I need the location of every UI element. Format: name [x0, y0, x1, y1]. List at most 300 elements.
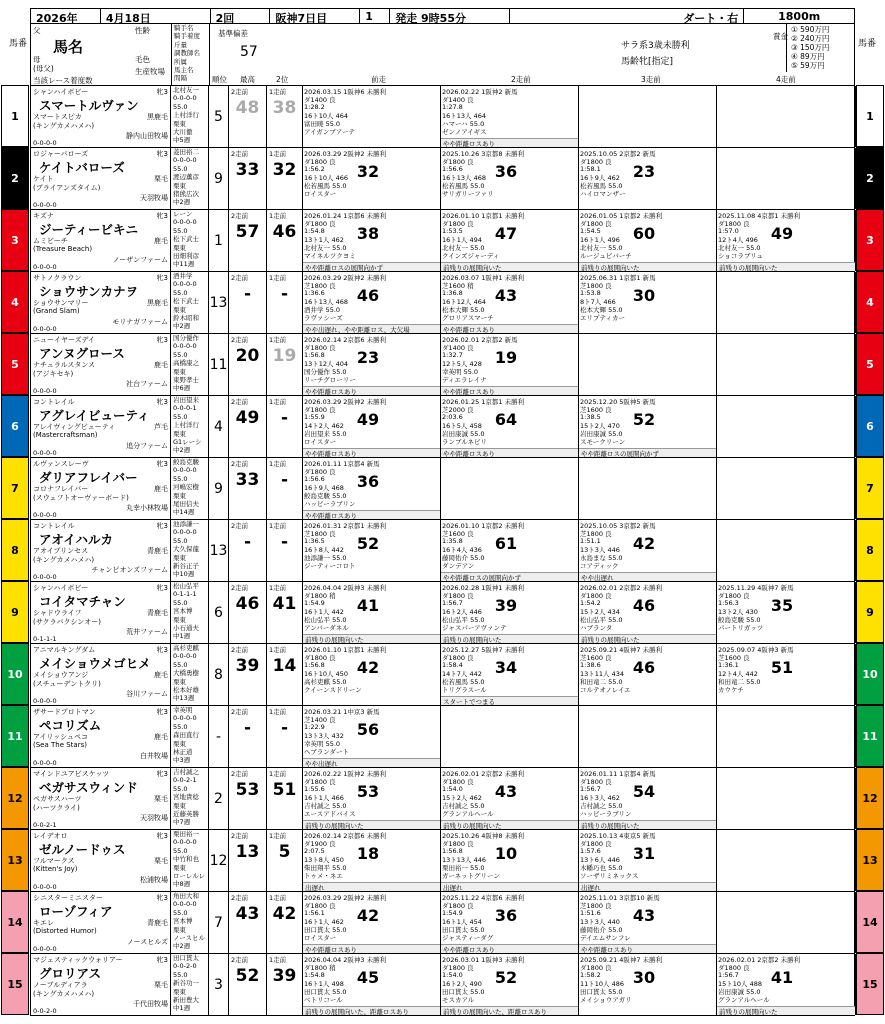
horse-number: 3 [1, 209, 29, 271]
horse-name[interactable]: アンヌグロース [39, 346, 125, 361]
horse-name[interactable]: メイショウメゴヒメ [39, 656, 151, 671]
race-line: 16ト3人 462 [580, 794, 620, 802]
jockey-line: 55.0 [173, 164, 188, 173]
dam-name: アレイヴィングビューティ [33, 423, 116, 431]
horse-number-right: 14 [856, 891, 884, 953]
race-line: 池添謙一 55.0 [304, 554, 347, 562]
horse-row [11, 272, 874, 334]
race-header: 2025.10.05 3京都2 新馬 [580, 522, 656, 530]
race-comment: 前残りの展開向いた、距離ロスあり [441, 1006, 578, 1015]
sire-name: シャンハイボビー [33, 88, 89, 96]
race-index: 23 [632, 162, 656, 181]
race-line: 1:36.5 [304, 537, 325, 545]
jockey-line: 55.0 [173, 784, 188, 793]
race-index: 36 [494, 906, 518, 925]
horse-number-right: 1 [856, 85, 884, 147]
jockey-line: レーン [173, 210, 193, 218]
second-caption: 1走前 [269, 894, 287, 902]
horse-name[interactable]: ペコリズム [39, 718, 102, 733]
horse-name[interactable]: コイタマチャン [39, 594, 126, 609]
jockey-line: 55.0 [173, 536, 188, 545]
race-line: 1:56.6 [304, 475, 325, 483]
second-caption: 1走前 [269, 460, 287, 468]
race-line: ダ1800 良 [304, 220, 336, 228]
jockey-line: 上村洋行 [173, 111, 199, 120]
past-race [303, 210, 441, 271]
best-index [229, 892, 267, 953]
horse-name[interactable]: アグレイビューティ [39, 408, 150, 423]
left-label: 馬番 [9, 39, 28, 49]
race-line: 松若風馬 55.0 [580, 182, 623, 190]
horse-info [31, 272, 171, 333]
jockey-info [171, 334, 209, 395]
race-line: 芝2000 良 [442, 406, 474, 414]
jockey-line: 宮地貴稔 [173, 793, 199, 802]
race-line: 11ト10人 486 [580, 980, 625, 988]
course-record: 0-0-0-0 [33, 325, 57, 333]
horse-row [11, 396, 874, 458]
race-comment: 前残りの展開向いた [441, 634, 578, 643]
jockey-line: 渡辺薫彦 [173, 173, 199, 182]
best-value: 13 [235, 842, 260, 862]
best-value: 33 [235, 470, 260, 490]
race-line: 16ト9人 468 [304, 484, 344, 492]
race-line: 1:35.8 [442, 537, 463, 545]
rank: 9 [209, 458, 229, 519]
race-line: 吉村誠之 55.0 [442, 802, 485, 810]
jockey-line: 栗東 [173, 615, 186, 624]
past-race [303, 706, 441, 767]
horse-row [11, 520, 874, 582]
second-index [267, 86, 303, 147]
race-comment: 出遅れ [303, 882, 440, 891]
jockey-line: 55.0 [173, 846, 188, 855]
horse-row [11, 582, 874, 644]
second-caption: 1走前 [269, 956, 287, 964]
horse-number: 9 [1, 581, 29, 643]
race-comment: 前残りの展開向いた [717, 262, 855, 271]
race-line: 16ト10人 464 [304, 112, 349, 120]
race-index: 61 [494, 534, 518, 553]
past-race [717, 86, 856, 147]
jockey-line: 中14週 [173, 508, 195, 517]
race-header: 2026.02.01 2京都2 未勝利 [442, 770, 525, 778]
past-race [579, 892, 717, 953]
best-value: 49 [235, 408, 260, 428]
race-line: ルージュビバーチ [580, 252, 632, 260]
race-index: 51 [770, 658, 794, 677]
dam-name: ナチュラルスタンス [33, 361, 96, 369]
broodmare-sire: (Treasure Beach) [33, 245, 93, 253]
horse-number: 15 [1, 953, 29, 1015]
jockey-line: 幸英明 [173, 706, 193, 714]
race-line: ダ1800 良 [442, 778, 474, 786]
race-line: 16ト9人 462 [580, 174, 620, 182]
best-caption: 2走前 [231, 832, 249, 840]
race-line: ジャスパーアヴァンテ [442, 624, 507, 632]
second-caption: 1走前 [269, 274, 287, 282]
jockey-line: 猪熊広次 [173, 190, 199, 199]
race-line: 1:38.5 [580, 413, 601, 421]
race-line: 田口貫太 55.0 [442, 926, 485, 934]
race-line: 田口貫太 55.0 [304, 926, 347, 934]
race-line: 13ト3人 432 [304, 732, 344, 740]
race-header: 2025.11.29 4阪神7 新馬 [718, 584, 794, 592]
dam-name: ショウサンマリー [33, 299, 89, 307]
race-line: 8ト7人 466 [580, 298, 616, 306]
best-index [229, 706, 267, 767]
jockey-line: 東野孝士 [173, 376, 199, 385]
race-comment: やや距離ロスあり [303, 386, 440, 395]
race-line: 藤岡佑介 55.0 [442, 554, 485, 562]
dam-name: ケイト [33, 175, 54, 183]
year: 2026年 [31, 9, 101, 23]
race-line: 16ト2人 446 [442, 608, 482, 616]
horse-name[interactable]: ショウサンカナヲ [39, 284, 139, 299]
race-header: 2026.02.22 1阪神2 新馬 [442, 88, 518, 96]
broodmare-sire: (Kitten's Joy) [33, 865, 78, 873]
jockey-line: 55.0 [173, 350, 188, 359]
past-race [717, 334, 856, 395]
breeder: 天羽牧場 [140, 194, 168, 202]
past-race [579, 830, 717, 891]
race-line: 吉村誠之 55.0 [304, 802, 347, 810]
race-header: 2025.10.26 3京都8 未勝利 [442, 150, 525, 158]
race-index: 35 [770, 596, 794, 615]
race-line: 1:58.4 [442, 661, 463, 669]
past-race [717, 210, 856, 271]
race-line: 岩田康誠 55.0 [718, 988, 761, 996]
past-race [303, 644, 441, 705]
race-line: カウケチ [718, 686, 744, 694]
race-line: 岩田望来 55.0 [304, 430, 347, 438]
sex-age: 牝3 [156, 398, 168, 406]
best-caption: 2走前 [231, 770, 249, 778]
legend-sex-age: 性齢 [135, 26, 150, 35]
race-line: グランアルヘール [718, 996, 770, 1004]
jockey-line: 中2週 [173, 446, 191, 455]
race-index: 52 [494, 968, 518, 987]
horse-name[interactable]: グロリアス [39, 966, 102, 981]
horse-row [11, 86, 874, 148]
race-line: 13ト3人 446 [580, 546, 620, 554]
race-comment: やや距離ロスあり [441, 324, 578, 333]
horse-info [31, 954, 171, 1015]
sex-age: 牝3 [156, 894, 168, 902]
course-record: 0-1-1-1 [33, 635, 57, 643]
horse-name[interactable]: スマートルヴァン [39, 98, 139, 113]
race-line: エースアドバイス [304, 810, 356, 818]
best-caption: 2走前 [231, 460, 249, 468]
race-line: ダ1800 良 [442, 654, 474, 662]
race-header: 2026.03.29 2阪神2 未勝利 [304, 274, 387, 282]
race-header: 2026.02.22 1阪神2 未勝利 [304, 770, 387, 778]
race-header: 2026.01.25 1京都1 未勝利 [442, 398, 525, 406]
race-header: 2026.04.04 2阪神3 未勝利 [304, 584, 387, 592]
past-race [441, 520, 579, 581]
dam-name: シャドウライフ [33, 609, 82, 617]
jockey-line: 中7週 [173, 818, 191, 827]
rank: - [209, 706, 229, 767]
horse-info [31, 768, 171, 829]
race-header: 2026.02.28 1阪神1 未勝利 [442, 584, 525, 592]
second-index [267, 396, 303, 457]
race-line: 1:36.8 [442, 289, 463, 297]
sex-age: 牝3 [156, 522, 168, 530]
past-race [579, 644, 717, 705]
legend-color: 毛色 [135, 55, 150, 64]
race-line: マイネルツクヨミ [304, 252, 356, 260]
past-race [441, 334, 579, 395]
race-line: 16ト4人 436 [442, 546, 482, 554]
race-index: 46 [632, 658, 656, 677]
race-line: トリグラスール [442, 686, 487, 694]
course-record: 0-0-0-0 [33, 387, 57, 395]
race-line: 1:54.0 [442, 785, 463, 793]
broodmare-sire: (キングカメハメハ) [33, 122, 95, 130]
race-header: 2025.10.05 2京都2 新馬 [580, 150, 656, 158]
horse-name[interactable]: ケイトバローズ [39, 160, 125, 175]
race-line: 1:56.7 [580, 785, 601, 793]
jockey-line: 55.0 [173, 474, 188, 483]
horse-name[interactable]: ダリアフレイバー [39, 470, 138, 485]
race-line: ダ1800 良 [304, 654, 336, 662]
broodmare-sire: (キングカメハメハ) [33, 556, 95, 564]
past-race [303, 86, 441, 147]
horse-name[interactable]: ベガサスウィンド [39, 780, 138, 795]
race-line: ダ1800 良 [580, 964, 612, 972]
race-index: 54 [632, 782, 656, 801]
sex-age: 牝3 [156, 708, 168, 716]
race-comment: 前残りの展開向いた [579, 262, 716, 271]
right-label: 馬番 [858, 39, 877, 49]
race-line: アンバーダネル [304, 624, 349, 632]
horse-name[interactable]: ゼルノードゥス [39, 842, 126, 857]
race-line: 田口貫太 55.0 [442, 988, 485, 996]
race-line: 松若風馬 55.0 [442, 678, 485, 686]
race-index: 41 [770, 968, 794, 987]
race-line: 栗田裕一 55.0 [442, 864, 485, 872]
race-line: ダ1800 良 [580, 778, 612, 786]
horse-number: 13 [1, 829, 29, 891]
jockey-line: 栗東 [173, 367, 186, 376]
horse-row [11, 210, 874, 272]
course-record: 0-0-0-0 [33, 573, 57, 581]
past-race [303, 830, 441, 891]
horse-number: 1 [1, 85, 29, 147]
race-line: 1:57.0 [718, 227, 739, 235]
breeder: 追分ファーム [126, 442, 168, 450]
race-line: 1:54.0 [442, 971, 463, 979]
past-race [717, 644, 856, 705]
rank: 11 [209, 334, 229, 395]
second-index [267, 892, 303, 953]
race-comment: やや距離ロスの展開向かず [579, 448, 716, 457]
race-line: 1:58.2 [580, 971, 601, 979]
race-index: 52 [356, 534, 380, 553]
jockey-line: 松本好雄 [173, 686, 199, 695]
second-caption: 1走前 [269, 584, 287, 592]
past-race [579, 768, 717, 829]
jockey-line: 栗東 [173, 739, 186, 748]
past-race [303, 768, 441, 829]
best-index [229, 86, 267, 147]
coat-color: 鹿毛 [154, 485, 168, 493]
jockey-line: 0-0-0-0 [173, 838, 197, 847]
race-line: 高杉吏麒 55.0 [304, 678, 347, 686]
jockey-line: 森田直行 [173, 731, 199, 740]
past-race [303, 520, 441, 581]
race-line: 1:56.7 [442, 599, 463, 607]
race-line: ダ1800 良 [580, 158, 612, 166]
race-line: ダ1800 良 [442, 220, 474, 228]
race-line: 芝1600 良 [580, 654, 612, 662]
best-index [229, 458, 267, 519]
distance: 1800m [778, 10, 821, 23]
best-caption: 2走前 [231, 150, 249, 158]
race-line: 1:53.8 [580, 289, 601, 297]
jockey-line: 55.0 [173, 288, 188, 297]
race-line: 1:56.7 [718, 971, 739, 979]
rank: 2 [209, 768, 229, 829]
race-line: 2:07.5 [304, 847, 325, 855]
horse-name[interactable]: ローゾフィア [39, 904, 113, 919]
course-record: 0-0-2-1 [33, 821, 57, 829]
race-line: 松山弘平 55.0 [442, 616, 485, 624]
horse-number: 11 [1, 705, 29, 767]
race-line: 1:32.7 [442, 351, 463, 359]
race-line: 芝1800 良 [580, 902, 612, 910]
jockey-line: 酒井学 [173, 272, 193, 280]
race-header: 2026.03.29 2阪神2 未勝利 [304, 398, 387, 406]
race-line: 1:22.9 [304, 723, 325, 731]
past-race [303, 148, 441, 209]
race-line: ダ1900 良 [304, 840, 336, 848]
past-race [717, 954, 856, 1015]
horse-number-right: 8 [856, 519, 884, 581]
sex-age: 牝3 [156, 460, 168, 468]
jockey-line: 大川徹 [173, 128, 193, 137]
race-line: 田口貫太 55.0 [304, 988, 347, 996]
sire-name: コントレイル [33, 398, 75, 406]
race-line: 1:36.1 [718, 661, 739, 669]
race-line: 1:28.2 [304, 103, 325, 111]
past-race [717, 892, 856, 953]
course-record: 0-0-0-0 [33, 759, 57, 767]
horse-info [31, 396, 171, 457]
kai: 2回 [211, 9, 271, 23]
second-value: - [280, 532, 289, 552]
broodmare-sire: (Grand Slam) [33, 307, 80, 315]
sex-age: 牝3 [156, 336, 168, 344]
jockey-line: 宮本博 [173, 607, 193, 616]
jockey-line: 栗東 [173, 243, 186, 252]
second-caption: 1走前 [269, 88, 287, 96]
race-index: 43 [494, 782, 518, 801]
jockey-line: 0-0-0-0 [173, 652, 197, 661]
past-race [441, 272, 579, 333]
second-value: - [280, 470, 289, 490]
race-header: 2026.03.29 2阪神2 未勝利 [304, 894, 387, 902]
race-line: ダ1800 良 [442, 158, 474, 166]
jockey-line: 栗東 [173, 429, 186, 438]
race-index: 49 [356, 410, 380, 429]
race-line: 1:58.1 [580, 165, 601, 173]
race-line: ロイスター [304, 934, 337, 942]
legend-breeder: 生産牧場 [135, 67, 165, 76]
race-line: 北村友一 55.0 [718, 244, 761, 252]
race-comment: やや距離ロスあり [441, 448, 578, 457]
rank: 6 [209, 582, 229, 643]
race-line: 北村友一 55.0 [580, 244, 623, 252]
dam-name: ムミビーチ [33, 237, 68, 245]
jockey-info [171, 458, 209, 519]
race-index: 23 [356, 348, 380, 367]
second-value: 14 [272, 656, 297, 676]
race-index: 34 [494, 658, 518, 677]
race-header: 2025.11.22 4京都6 未勝利 [442, 894, 525, 902]
jockey-line: 中11週 [173, 260, 195, 269]
second-value: 19 [272, 346, 297, 366]
race-line: 14ト7人 442 [442, 670, 482, 678]
race-line: ダ1800 良 [718, 592, 750, 600]
horse-info [31, 334, 171, 395]
breeder: 松浦牧場 [140, 876, 168, 884]
rank: 8 [209, 644, 229, 705]
race-line: 木幡巧也 55.0 [580, 864, 623, 872]
race-line: 13ト11人 434 [580, 670, 625, 678]
past-race [441, 458, 579, 519]
race-header: 2026.03.01 1阪神3 未勝利 [442, 956, 525, 964]
horse-number: 10 [1, 643, 29, 705]
past-race [579, 210, 717, 271]
horse-info [31, 148, 171, 209]
race-header: 2026.02.01 2京都2 新馬 [442, 336, 518, 344]
race-header: 2025.06.31 1京都1 新馬 [580, 274, 656, 282]
best-value: 46 [235, 594, 260, 614]
horse-number-right: 3 [856, 209, 884, 271]
sire-name: シャンハイボビー [33, 584, 89, 592]
best-caption: 2走前 [231, 956, 249, 964]
sire-name: ニューイヤーズデイ [33, 336, 96, 344]
legend-dam: 母 [33, 55, 41, 64]
race-line: スモークリーン [580, 438, 626, 446]
horse-info [31, 210, 171, 271]
race-comment: 前残りの展開向いた [441, 820, 578, 829]
race-line: 1:56.3 [718, 599, 739, 607]
horse-name[interactable]: アオイハルカ [39, 532, 114, 547]
race-line: 1:56.8 [442, 847, 463, 855]
race-comment: やや距離ロスの展開向かず [441, 572, 578, 581]
race-line: 16ト2人 490 [442, 980, 482, 988]
race-line: 田口貫太 55.0 [580, 988, 623, 996]
horse-name[interactable]: ジーティービキニ [39, 222, 139, 237]
jockey-info [171, 954, 209, 1015]
race-line: 1:54.2 [580, 599, 601, 607]
horse-row [7, 644, 878, 706]
race-line: 16ト1人 466 [304, 794, 344, 802]
past-race [303, 892, 441, 953]
past-race [717, 458, 856, 519]
race-line: 藤岡佑介 55.0 [580, 926, 623, 934]
second-index [267, 272, 303, 333]
rank: 13 [209, 520, 229, 581]
race-line: 1:56.8 [304, 661, 325, 669]
race-line: 15ト2人 470 [580, 422, 620, 430]
jockey-line: 55.0 [173, 722, 188, 731]
race-line: ダ1800 良 [442, 964, 474, 972]
second-caption: 1走前 [269, 770, 287, 778]
